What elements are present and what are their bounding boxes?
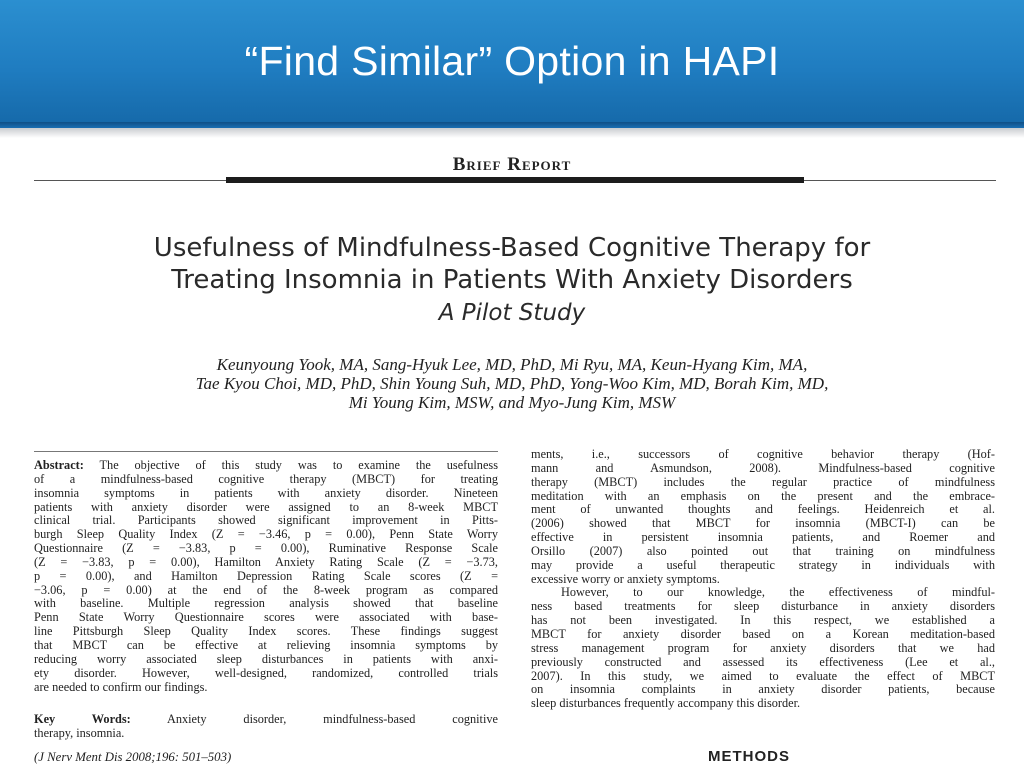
body-line: on insomnia complaints in anxiety disorder patients, because bbox=[531, 683, 995, 697]
body-line: may provide a useful therapeutic strategy in individuals with bbox=[531, 558, 995, 572]
abstract-line: ety disorder. However, well-designed, randomized, controlled trials bbox=[34, 666, 498, 680]
abstract-line: reducing worry associated sleep disturbances in patients with anxi- bbox=[34, 652, 498, 666]
body-line: mann and Asmundson, 2008). Mindfulness-based cognitive bbox=[531, 461, 995, 475]
abstract-line: insomnia symptoms in patients with anxiety disorder. Nineteen bbox=[34, 486, 498, 500]
citation-line: (J Nerv Ment Dis 2008;196: 501–503) bbox=[34, 751, 232, 764]
abstract-line: patients with anxiety disorder were assigned to an 8-week MBCT bbox=[34, 500, 498, 514]
body-line: However, to our knowledge, the effectiveness of mindful- bbox=[561, 586, 995, 600]
header-rule-thick bbox=[226, 177, 804, 183]
body-line: Orsillo (2007) also pointed out that training on mindfulness bbox=[531, 544, 995, 558]
abstract-line: Abstract: The objective of this study was to examine the usefulness bbox=[34, 459, 498, 472]
abstract-line: that MBCT can be effective at relieving insomnia symptoms by bbox=[34, 638, 498, 652]
author-line: Tae Kyou Choi, MD, PhD, Shin Young Suh, MD, PhD, Yong-Woo Kim, MD, Borah Kim, MD, bbox=[195, 374, 829, 393]
body-line: (2006) showed that MBCT for insomnia (MBCT-I) can be bbox=[531, 517, 995, 531]
body-line: effective in persistent insomnia patients, and Roemer and bbox=[531, 531, 995, 545]
citation bbox=[34, 751, 498, 765]
body-line: excessive worry or anxiety symptoms. bbox=[531, 572, 720, 586]
keywords bbox=[34, 713, 498, 741]
body-line: MBCT for anxiety disorder based on a Korean meditation-based bbox=[531, 627, 995, 641]
paper-title-line: Treating Insomnia in Patients With Anxiety Disorders bbox=[171, 265, 853, 295]
slide-title: “Find Similar” Option in HAPI bbox=[244, 38, 780, 84]
paper-subtitle: A Pilot Study bbox=[438, 300, 586, 326]
body-text-right-column bbox=[531, 448, 995, 711]
body-line: meditation with an emphasis on the present and the embrace- bbox=[531, 489, 995, 503]
body-line: therapy (MBCT) includes the regular practice of mindfulness bbox=[531, 475, 995, 489]
body-line: stress management program for anxiety disorders that we had bbox=[531, 641, 995, 655]
abstract-line: with baseline. Multiple regression analysis showed that baseline bbox=[34, 597, 498, 611]
abstract-line: p = 0.00), and Hamilton Depression Rating Scale scores (Z = bbox=[34, 569, 498, 583]
abstract-line: Questionnaire (Z = −3.83, p = 0.00), Ruminative Response Scale bbox=[34, 542, 498, 556]
section-label: Brief Report bbox=[452, 154, 572, 175]
author-line: Mi Young Kim, MSW, and Myo-Jung Kim, MSW bbox=[348, 393, 676, 412]
abstract-line: (Z = −3.83, p = 0.00), Hamilton Anxiety Rating Scale (Z = −3.73, bbox=[34, 555, 498, 569]
paper-title-line: Usefulness of Mindfulness-Based Cognitive Therapy for bbox=[153, 233, 871, 263]
keywords-line: therapy, insomnia. bbox=[34, 726, 125, 740]
methods-heading: METHODS bbox=[708, 748, 790, 765]
abstract-line: burgh Sleep Quality Index (Z = −3.46, p = 0.00), Penn State Worry bbox=[34, 528, 498, 542]
paper-title bbox=[0, 232, 1024, 296]
abstract-line: −3.06, p = 0.00) at the end of the 8-week program as compared bbox=[34, 583, 498, 597]
abstract-line: are needed to confirm our findings. bbox=[34, 680, 208, 694]
title-bar-shadow bbox=[0, 128, 1024, 138]
body-line: ment of unwanted thoughts and feelings. Heidenreich et al. bbox=[531, 503, 995, 517]
body-line: previously constructed and assessed its effectiveness (Lee et al., bbox=[531, 655, 995, 669]
keywords-label: Key Words: bbox=[34, 713, 131, 726]
body-line: ments, i.e., successors of cognitive behavior therapy (Hof- bbox=[531, 448, 995, 461]
abstract bbox=[34, 459, 498, 694]
abstract-line: Penn State Worry Questionnaire scores were associated with base- bbox=[34, 611, 498, 625]
abstract-line: line Pittsburgh Sleep Quality Index scores. These findings suggest bbox=[34, 625, 498, 639]
keywords-line: Key Words: Anxiety disorder, mindfulness-based cognitive bbox=[34, 713, 498, 726]
abstract-top-rule bbox=[34, 451, 498, 452]
body-line: has not been investigated. In this respect, we established a bbox=[531, 614, 995, 628]
abstract-line: clinical trial. Participants showed significant improvement in Pitts- bbox=[34, 514, 498, 528]
abstract-label: Abstract: bbox=[34, 459, 84, 472]
body-line: sleep disturbances frequently accompany this disorder. bbox=[531, 697, 801, 711]
body-line: ness based treatments for sleep disturbance in anxiety disorders bbox=[531, 600, 995, 614]
author-line: Keunyoung Yook, MA, Sang-Hyuk Lee, MD, PhD, Mi Ryu, MA, Keun-Hyang Kim, MA, bbox=[216, 355, 808, 374]
body-line: 2007). In this study, we aimed to evaluate the effect of MBCT bbox=[531, 669, 995, 683]
author-list bbox=[0, 355, 1024, 412]
abstract-line: of a mindfulness-based cognitive therapy (MBCT) for treating bbox=[34, 472, 498, 486]
